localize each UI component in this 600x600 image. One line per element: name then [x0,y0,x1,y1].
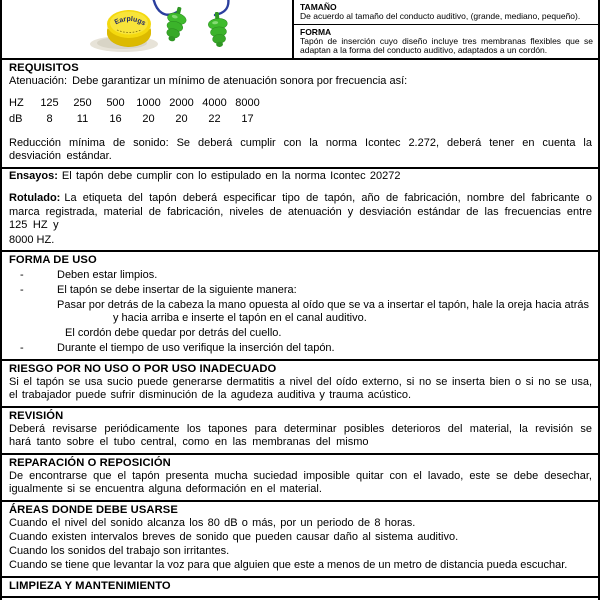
hz-value: 4000 [202,96,227,109]
reparacion-text: De encontrarse que el tapón presenta mucha suciedad imposible quitar con el lavado, este se debe desechar, igualmente si se encuentra alguna deformación en el material. [9,469,592,495]
bullet-dash: - [20,342,24,354]
list-subitem-text: Pasar por detrás de la cabeza la mano opuesta al oído que se va a insertar el tapón, hale la oreja hacia atrás y hacia arriba e inserte el tapón en el canal auditivo. [57,298,590,324]
rotulado-paragraph [9,192,592,233]
atenuacion-label: Atenuación: [9,75,68,87]
bullet-dash: - [20,268,24,281]
section-revision [2,408,598,455]
spec-cell [294,0,598,58]
top-row [2,0,598,60]
db-value: 11 [76,113,89,125]
earplug-right [207,11,229,48]
bullet-dash: - [20,283,24,296]
section-limpieza [2,578,598,598]
db-value: 20 [175,113,188,125]
riesgo-title: RIESGO POR NO USO O POR USO INADECUADO [9,362,277,375]
case-brand-text: Earplugs [113,15,147,28]
rotulado-line2: 8000 HZ. [9,233,55,246]
earplugs-photo [2,0,294,58]
rotulado-label: Rotulado: [9,192,61,204]
hz-value: 125 [40,96,59,109]
list-item [9,284,592,298]
areas-item: Cuando existen intervalos breves de sonido que pueden causar daño al sistema auditivo. [9,531,459,543]
atenuacion-paragraph [9,75,592,89]
section-reparacion [2,455,598,502]
list-subitem-text: El cordón debe quedar por detrás del cuello. [65,327,282,339]
db-value: 8 [46,113,53,125]
db-value: 16 [109,113,122,125]
list-item-text: Durante el tiempo de uso verifique la inserción del tapón. [57,342,335,354]
areas-item: Cuando se tiene que levantar la voz para que alguien que este a menos de un metro de distancia pueda escuchar. [9,559,568,571]
reduccion-paragraph: Reducción mínima de sonido: Se deberá cumplir con la norma Icontec 2.272, deberá tener en cuenta la desviación estándar. [9,136,592,162]
tamano-block [294,0,598,25]
product-photo-cell [2,0,294,58]
reparacion-title: REPARACIÓN O REPOSICIÓN [9,456,171,469]
hz-label: HZ [9,96,24,109]
db-value: 22 [208,113,221,125]
revision-text: Deberá revisarse periódicamente los tapones para determinar posibles deterioros del material, la revisión se hará tanto sobre el tubo central, como en las membranas del mismo [9,422,592,448]
ensayos-text: El tapón debe cumplir con lo estipulado en la norma Icontec 20272 [61,169,401,182]
forma-text: Tapón de inserción cuyo diseño incluye tres membranas flexibles que se adaptan a la forma del conducto auditivo, adaptados a un cordón. [300,35,593,55]
section-areas [2,502,598,578]
forma-block [294,25,598,58]
atenuacion-text: Debe garantizar un mínimo de atenuación sonora por frecuencia así: [72,75,408,87]
section-requisitos [2,60,598,169]
requisitos-title: REQUISITOS [9,62,79,74]
earplug-left [162,5,189,44]
rotulado-text: La etiqueta del tapón deberá especificar tipo de tapón, año de fabricación, nombre del fabricante o marca registrada, material de fabricación, niveles de atenuación y desviación estándar de las frecuencias entre 125 HZ y [9,192,592,231]
earplug-case [107,10,151,47]
db-value: 20 [142,113,155,125]
db-value: 17 [241,113,254,125]
forma-title: FORMA [300,26,332,37]
limpieza-title: LIMPIEZA Y MANTENIMIENTO [9,579,171,592]
tamano-text: De acuerdo al tamaño del conducto auditivo, (grande, mediano, pequeño). [300,11,581,21]
ensayos-paragraph [9,170,592,184]
list-item-text: El tapón se debe insertar de la siguiente manera: [57,283,297,296]
list-item-text: Deben estar limpios. [57,268,158,281]
hz-value: 500 [106,96,125,109]
ensayos-label: Ensayos: [9,169,58,182]
forma-de-uso-title: FORMA DE USO [9,254,97,266]
db-label: dB [9,113,23,125]
attenuation-db-row [9,111,592,128]
revision-title: REVISIÓN [9,409,64,422]
riesgo-text: Si el tapón se usa sucio puede generarse dermatitis a nivel del oído externo, si no se inserta bien o si no se usa, el trabajador puede sufrir disminución de la agudeza auditiva y trauma acústico. [9,375,592,401]
hz-value: 250 [73,96,92,109]
attenuation-hz-row [9,95,592,112]
areas-title: ÁREAS DONDE DEBE USARSE [9,503,178,516]
hz-value: 8000 [235,96,260,109]
section-forma-de-uso [2,252,598,361]
areas-item: Cuando los sonidos del trabajo son irritantes. [9,545,230,557]
hz-value: 1000 [136,96,161,109]
areas-item: Cuando el nivel del sonido alcanza los 80 dB o más, por un periodo de 8 horas. [9,517,416,529]
section-riesgo [2,361,598,408]
tamano-title: TAMAÑO [300,2,337,12]
hz-value: 2000 [169,96,194,109]
section-ensayos-rotulado [2,169,598,253]
list-item [9,269,592,283]
list-item [9,342,592,356]
